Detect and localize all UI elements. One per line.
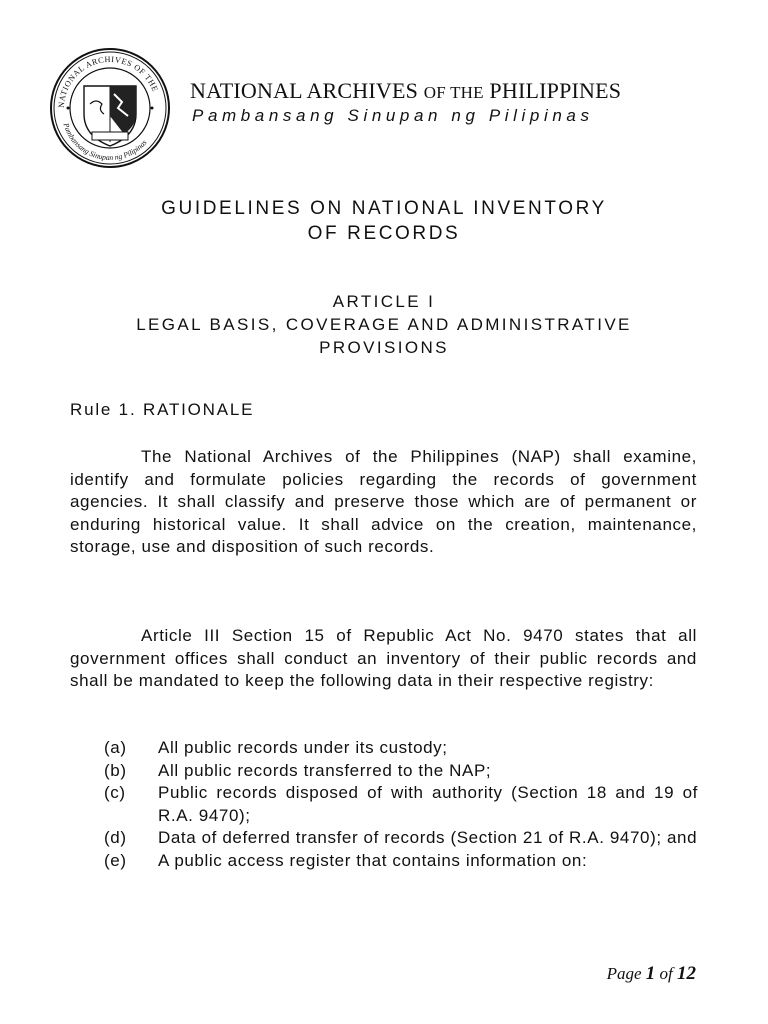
article-title-line-2: PROVISIONS — [319, 338, 449, 357]
agency-name — [190, 78, 710, 104]
article-number: ARTICLE I — [332, 292, 436, 311]
article-title-line-1: LEGAL BASIS, COVERAGE AND ADMINISTRATIVE — [136, 315, 632, 334]
list-item-text: Data of deferred transfer of records (Section 21 of R.A. 9470); and — [158, 828, 698, 848]
list-item-text: All public records transferred to the NAP; — [158, 760, 492, 780]
page-word: Page — [606, 964, 642, 983]
of-word: of — [659, 964, 673, 983]
list-item — [104, 737, 698, 760]
page-number — [607, 963, 696, 985]
list-item-text: All public records under its custody; — [158, 738, 448, 757]
seal-bottom-text: Pambansang Sinupan ng Pilipinas — [61, 121, 149, 163]
rule-heading: Rule 1. RATIONALE — [70, 400, 255, 419]
national-archives-seal-logo — [48, 46, 172, 170]
page-total: 12 — [677, 963, 696, 984]
list-item — [104, 850, 698, 873]
paragraph-rationale: The National Archives of the Philippines (NAP) shall examine, identify and formulate policies regarding the records of government agencies. It shall classify and preserve those which are of permanent or enduring historical value. It shall advice on the creation, maintenance, storage, use and disposition of such records. — [70, 447, 697, 557]
paragraph-ra-9470: Article III Section 15 of Republic Act No. 9470 states that all government offices shall conduct an inventory of their public records and shall be mandated to keep the following data in their respective registry: — [70, 626, 697, 691]
agency-name-connector: OF THE — [423, 83, 484, 102]
document-title — [60, 196, 708, 246]
list-item-text: A public access register that contains information on: — [158, 850, 588, 870]
list-item-label: (a) — [104, 738, 127, 757]
list-item — [104, 827, 698, 850]
list-item — [104, 782, 698, 827]
article-heading — [50, 290, 718, 359]
list-item-label: (d) — [104, 828, 127, 848]
list-item-label: (e) — [104, 850, 127, 870]
list-item — [104, 760, 698, 783]
list-item-label: (c) — [104, 783, 126, 803]
document-title-line-1: GUIDELINES ON NATIONAL INVENTORY — [161, 198, 607, 219]
list-item-text: Public records disposed of with authority (Section 18 and 19 of R.A. 9470); — [158, 783, 698, 825]
registry-data-list — [104, 737, 698, 873]
agency-name-country: PHILIPPINES — [489, 78, 622, 103]
list-item-label: (b) — [104, 760, 127, 780]
document-title-line-2: OF RECORDS — [307, 223, 461, 244]
seal-top-text: NATIONAL ARCHIVES OF THE — [56, 54, 160, 109]
page-current: 1 — [645, 963, 656, 984]
agency-subtitle: Pambansang Sinupan ng Pilipinas — [192, 106, 594, 125]
agency-name-main: NATIONAL ARCHIVES — [190, 78, 419, 103]
